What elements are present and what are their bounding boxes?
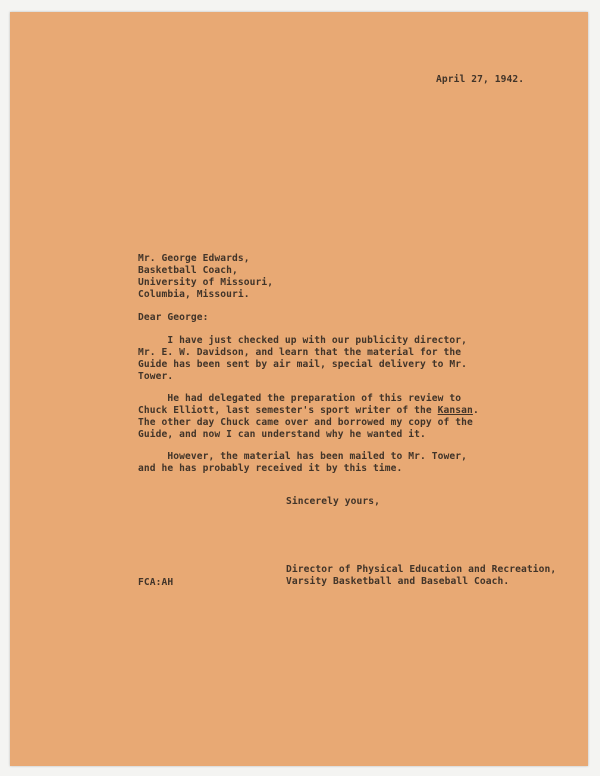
paragraph-1-line: Tower.	[138, 371, 174, 382]
paragraph-1-line: Mr. E. W. Davidson, and learn that the material for the	[138, 347, 462, 358]
recipient-city: Columbia, Missouri.	[138, 289, 250, 300]
paragraph-2-punct: .	[472, 405, 479, 416]
paragraph-2-line: Guide, and now I can understand why he wanted it.	[138, 429, 426, 440]
salutation: Dear George:	[138, 312, 209, 323]
newspaper-title: Kansan	[437, 405, 473, 416]
paragraph-3-line: and he has probably received it by this time.	[138, 463, 403, 474]
paragraph-1-line: I have just checked up with our publicity director,	[138, 335, 468, 346]
signature-title: Director of Physical Education and Recreation,	[286, 564, 557, 575]
paragraph-2-line: The other day Chuck came over and borrowed my copy of the	[138, 417, 473, 428]
recipient-title: Basketball Coach,	[138, 265, 238, 276]
closing: Sincerely yours,	[286, 496, 381, 507]
letter-date: April 27, 1942.	[436, 74, 525, 85]
paragraph-2-line: He had delegated the preparation of this review to	[138, 393, 462, 404]
letter-page	[10, 12, 588, 766]
typist-initials: FCA:AH	[138, 577, 174, 588]
paragraph-1-line: Guide has been sent by air mail, special delivery to Mr.	[138, 359, 468, 370]
paragraph-3-line: However, the material has been mailed to Mr. Tower,	[138, 451, 468, 462]
recipient-institution: University of Missouri,	[138, 277, 274, 288]
paragraph-2-text: Chuck Elliott, last semester's sport writer of the	[138, 405, 438, 416]
paragraph-2-line	[138, 405, 479, 416]
signature-title: Varsity Basketball and Baseball Coach.	[286, 576, 510, 587]
recipient-name: Mr. George Edwards,	[138, 253, 250, 264]
